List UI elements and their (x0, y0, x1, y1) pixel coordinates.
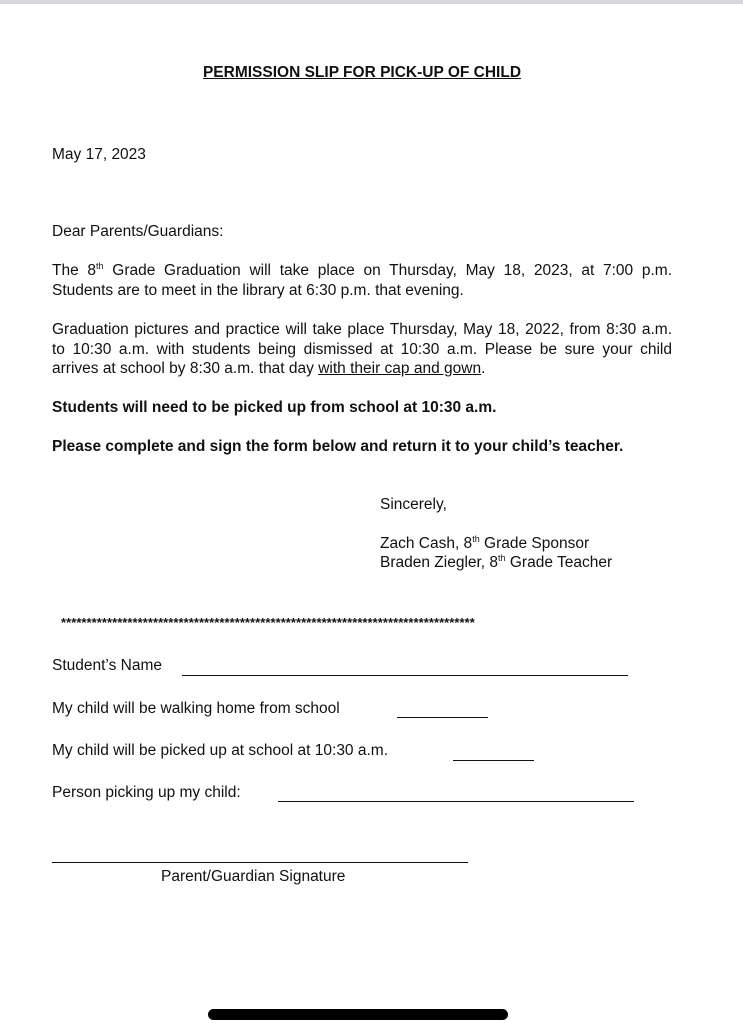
signature-label: Parent/Guardian Signature (161, 868, 346, 885)
signer-teacher-name: Braden Ziegler, 8 (380, 554, 499, 571)
paragraph-graduation-text-a: The 8 (52, 262, 97, 279)
document-title: PERMISSION SLIP FOR PICK-UP OF CHILD (202, 64, 522, 81)
walking-home-label: My child will be walking home from school (52, 700, 340, 717)
ordinal-suffix: th (472, 534, 480, 544)
picked-up-label: My child will be picked up at school at 10:30 a.m. (52, 742, 389, 759)
signer-sponsor (380, 534, 589, 553)
student-name-label: Student’s Name (52, 657, 162, 674)
walking-home-field[interactable] (397, 717, 488, 718)
person-picking-up-label: Person picking up my child: (52, 784, 241, 801)
signer-teacher-role: Grade Teacher (505, 554, 613, 571)
home-indicator[interactable] (208, 1009, 508, 1020)
paragraph-pictures-end: . (481, 360, 486, 377)
paragraph-graduation-text-b: Grade Graduation will take place on Thursday, May 18, 2023, at 7:00 p.m. Students are to meet in the library at 6:30 p.m. that evening. (52, 262, 672, 299)
picked-up-field[interactable] (453, 760, 534, 761)
person-picking-up-field[interactable] (278, 801, 634, 802)
ordinal-suffix: th (498, 553, 506, 563)
closing: Sincerely, (380, 496, 447, 513)
pickup-notice: Students will need to be picked up from school at 10:30 a.m. (52, 399, 497, 416)
letter-date: May 17, 2023 (52, 146, 146, 163)
student-name-field[interactable] (182, 675, 628, 676)
paragraph-graduation (52, 261, 672, 300)
signer-sponsor-role: Grade Sponsor (479, 535, 590, 552)
salutation: Dear Parents/Guardians: (52, 223, 224, 240)
ordinal-suffix: th (96, 261, 104, 271)
cut-line-separator: ********************************************************************************* (61, 615, 475, 630)
signer-teacher (380, 553, 612, 572)
paragraph-pictures (52, 320, 672, 379)
signer-sponsor-name: Zach Cash, 8 (380, 535, 473, 552)
instructions: Please complete and sign the form below and return it to your child’s teacher. (52, 438, 624, 455)
signature-field[interactable] (52, 862, 468, 863)
cap-and-gown-note: with their cap and gown (318, 360, 482, 377)
paragraph-pictures-text: Graduation pictures and practice will take place Thursday, May 18, 2022, from 8:30 a.m. to 10:30 a.m. with students being dismissed at 10:30 a.m. Please be sure your child arrives at school by 8:30 a.m. that day (52, 321, 672, 377)
